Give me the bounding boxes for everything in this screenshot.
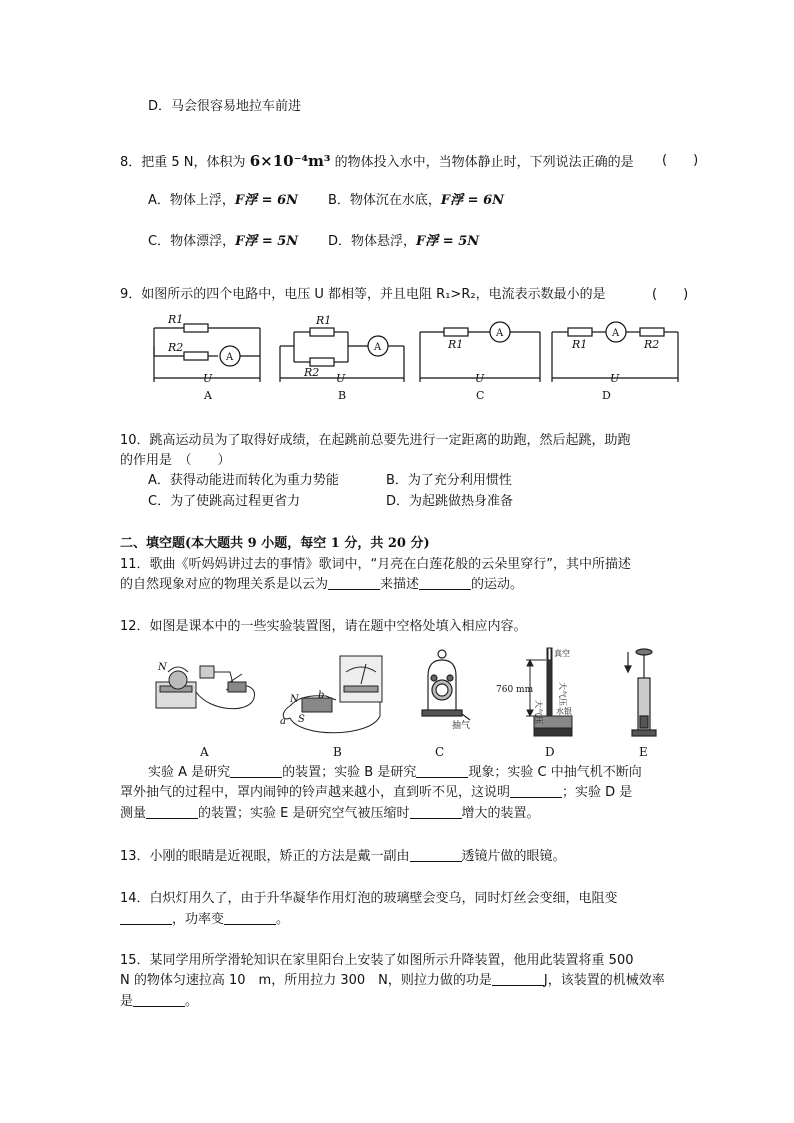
q15-text-a: N 的物体匀速拉高 10 m，所用拉力 300 N，则拉力做的功是 (120, 973, 492, 988)
q10-option-b: B．为了充分利用惯性 (386, 473, 512, 488)
q8-option-b (328, 192, 504, 210)
q8-stem-text: 8．把重 5 N，体积为 (120, 155, 246, 170)
q8-option-a-text: A．物体上浮， (148, 193, 235, 208)
circuit-b-letter: B (338, 389, 347, 402)
q14-text-b: 。 (276, 912, 290, 927)
q8-option-c-formula: F浮 = 5N (235, 234, 299, 249)
q12-text-2b: ；实验 D 是 (562, 785, 633, 800)
q9-answer-paren: ( ) (652, 287, 689, 302)
q8-stem-text-2: 的物体投入水中，当物体静止时，下列说法正确的是 (334, 155, 634, 170)
figure-c-pump-label: 抽气 (452, 721, 471, 731)
figure-b-a-label: a (280, 716, 286, 727)
circuit-c-r1-label: R1 (448, 338, 464, 351)
q12-blank-2[interactable] (416, 764, 468, 778)
q10-option-a: A．获得动能进而转化为重力势能 (148, 473, 339, 488)
q8-option-d-text: D．物体悬浮， (328, 234, 417, 249)
q12-line-1 (148, 764, 642, 782)
q10-option-d: D．为起跳做热身准备 (386, 494, 514, 509)
q8-option-d-formula: F浮 = 5N (416, 234, 480, 249)
q12-blank-1[interactable] (230, 764, 282, 778)
circuit-b-r2-label: R2 (304, 366, 320, 379)
circuit-b-meter-label: A (374, 342, 382, 353)
figure-d-atm-label-left: 大气压 (534, 700, 543, 724)
q11-blank-1[interactable] (328, 576, 380, 590)
q12-text-1b: 的装置；实验 B 是研究 (282, 765, 417, 780)
q8-option-d (328, 233, 479, 251)
q12-text-3b: 的装置；实验 E 是研究空气被压缩时 (198, 806, 410, 821)
q13-blank-1[interactable] (410, 848, 462, 862)
circuit-c-u-label: U (475, 372, 485, 385)
q14-text-a: ，功率变 (172, 912, 225, 927)
q12-line-3 (120, 805, 540, 823)
q8-option-a-formula: F浮 = 6N (234, 193, 299, 208)
circuit-a-letter: A (204, 389, 212, 402)
circuit-d-r1-label: R1 (572, 338, 588, 351)
q15-text-b: J，该装置的机械效率 (543, 973, 665, 988)
circuit-b-r1-label: R1 (316, 314, 332, 327)
q15-blank-1[interactable] (492, 972, 544, 986)
q8-stem (120, 152, 634, 172)
q10-line-1: 10．跳高运动员为了取得好成绩，在起跳前总要先进行一定距离的助跑，然后起跳，助跑 (120, 433, 631, 448)
figure-c-letter: C (435, 745, 445, 759)
q11-line-2 (120, 576, 523, 594)
q12-blank-5[interactable] (410, 805, 462, 819)
q14-line-1: 14．白炽灯用久了，由于升华凝华作用灯泡的玻璃壁会变乌，同时灯丝会变细，电阻变 (120, 891, 618, 906)
q14-line-2 (120, 911, 289, 929)
circuit-b-u-label: U (336, 372, 346, 385)
q12-experiment-figures (150, 642, 670, 760)
q13-text-b: 透镜片做的眼镜。 (461, 849, 566, 864)
figure-e-letter: E (639, 745, 648, 759)
q11-text-a: 的自然现象对应的物理关系是以云为 (120, 577, 329, 592)
circuit-d-letter: D (602, 389, 611, 402)
q11-text-b: 来描述 (380, 577, 420, 592)
figure-d-height-label: 760 mm (496, 685, 534, 695)
figure-b-b-label: b (318, 690, 325, 701)
q15-line-2 (120, 972, 665, 990)
q8-option-c-text: C．物体漂浮， (148, 234, 236, 249)
q12-text-1c: 现象；实验 C 中抽气机不断向 (468, 765, 642, 780)
circuit-d-r2-label: R2 (644, 338, 660, 351)
q7-option-d: D．马会很容易地拉车前进 (148, 99, 302, 114)
q12-blank-4[interactable] (146, 805, 198, 819)
figure-b-s-label: S (298, 714, 305, 725)
q13-line (120, 848, 566, 866)
q11-line-1: 11．歌曲《听妈妈讲过去的事情》歌词中，“月亮在白莲花般的云朵里穿行”，其中所描述 (120, 557, 632, 572)
q15-text-c: 是 (120, 994, 134, 1009)
section-2-title: 二、填空题(本大题共 9 小题，每空 1 分，共 20 分) (120, 536, 430, 551)
circuit-a-r1-label: R1 (168, 313, 184, 326)
figure-b-letter: B (333, 745, 342, 759)
q12-text-3a: 测量 (120, 806, 147, 821)
figure-d-mercury-label: 水银 (556, 707, 572, 716)
q15-blank-2[interactable] (133, 993, 185, 1007)
figure-d-letter: D (545, 745, 555, 759)
q12-text-3c: 增大的装置。 (461, 806, 540, 821)
q14-blank-1[interactable] (120, 911, 172, 925)
q8-option-a (148, 192, 298, 210)
q8-option-b-text: B．物体沉在水底， (328, 193, 441, 208)
circuit-a-r2-label: R2 (168, 341, 184, 354)
figure-e-compression-cylinder (625, 649, 656, 736)
circuit-c-meter-label: A (496, 328, 504, 339)
figure-d-vacuum-label: 真空 (554, 649, 570, 658)
figure-d-atm-label-right: 大气压 (558, 682, 567, 706)
q14-blank-2[interactable] (224, 911, 276, 925)
figure-a-apparatus (156, 666, 255, 709)
q11-text-c: 的运动。 (471, 577, 524, 592)
q12-stem: 12．如图是课本中的一些实验装置图，请在题中空格处填入相应内容。 (120, 619, 527, 634)
circuit-d-u-label: U (610, 372, 620, 385)
q11-blank-2[interactable] (419, 576, 471, 590)
q8-answer-paren: ( ) (662, 153, 699, 168)
figure-a-n-label: N (158, 662, 167, 673)
q9-stem: 9．如图所示的四个电路中，电压 U 都相等，并且电阻 R₁>R₂，电流表示数最小的是 (120, 287, 606, 302)
q10-option-c: C．为了使跳高过程更省力 (148, 494, 301, 509)
circuit-a-meter-label: A (226, 352, 234, 363)
q15-line-3 (120, 993, 198, 1011)
q8-formula: 6×10⁻⁴m³ (249, 152, 331, 170)
circuit-c-letter: C (476, 389, 485, 402)
q12-line-2 (120, 784, 632, 802)
q12-text-1a: 实验 A 是研究 (148, 765, 231, 780)
q8-option-c (148, 233, 298, 251)
q10-line-2: 的作用是 （ ） (120, 453, 231, 468)
q15-text-d: 。 (185, 994, 199, 1009)
figure-b-n-label: N (290, 694, 299, 705)
circuit-a-u-label: U (203, 372, 213, 385)
circuit-d-meter-label: A (612, 328, 620, 339)
q13-text-a: 13．小刚的眼睛是近视眼，矫正的方法是戴一副由 (120, 849, 410, 864)
figure-c-bell-jar (422, 650, 470, 720)
q8-option-b-formula: F浮 = 6N (440, 193, 505, 208)
q12-blank-3[interactable] (510, 784, 562, 798)
q12-text-2a: 罩外抽气的过程中，罩内闹钟的铃声越来越小，直到听不见，这说明 (120, 785, 511, 800)
q15-line-1: 15．某同学用所学滑轮知识在家里阳台上安装了如图所示升降装置，他用此装置将重 500 (120, 953, 634, 968)
figure-a-letter: A (200, 745, 209, 759)
q9-circuit-figures (148, 310, 688, 402)
